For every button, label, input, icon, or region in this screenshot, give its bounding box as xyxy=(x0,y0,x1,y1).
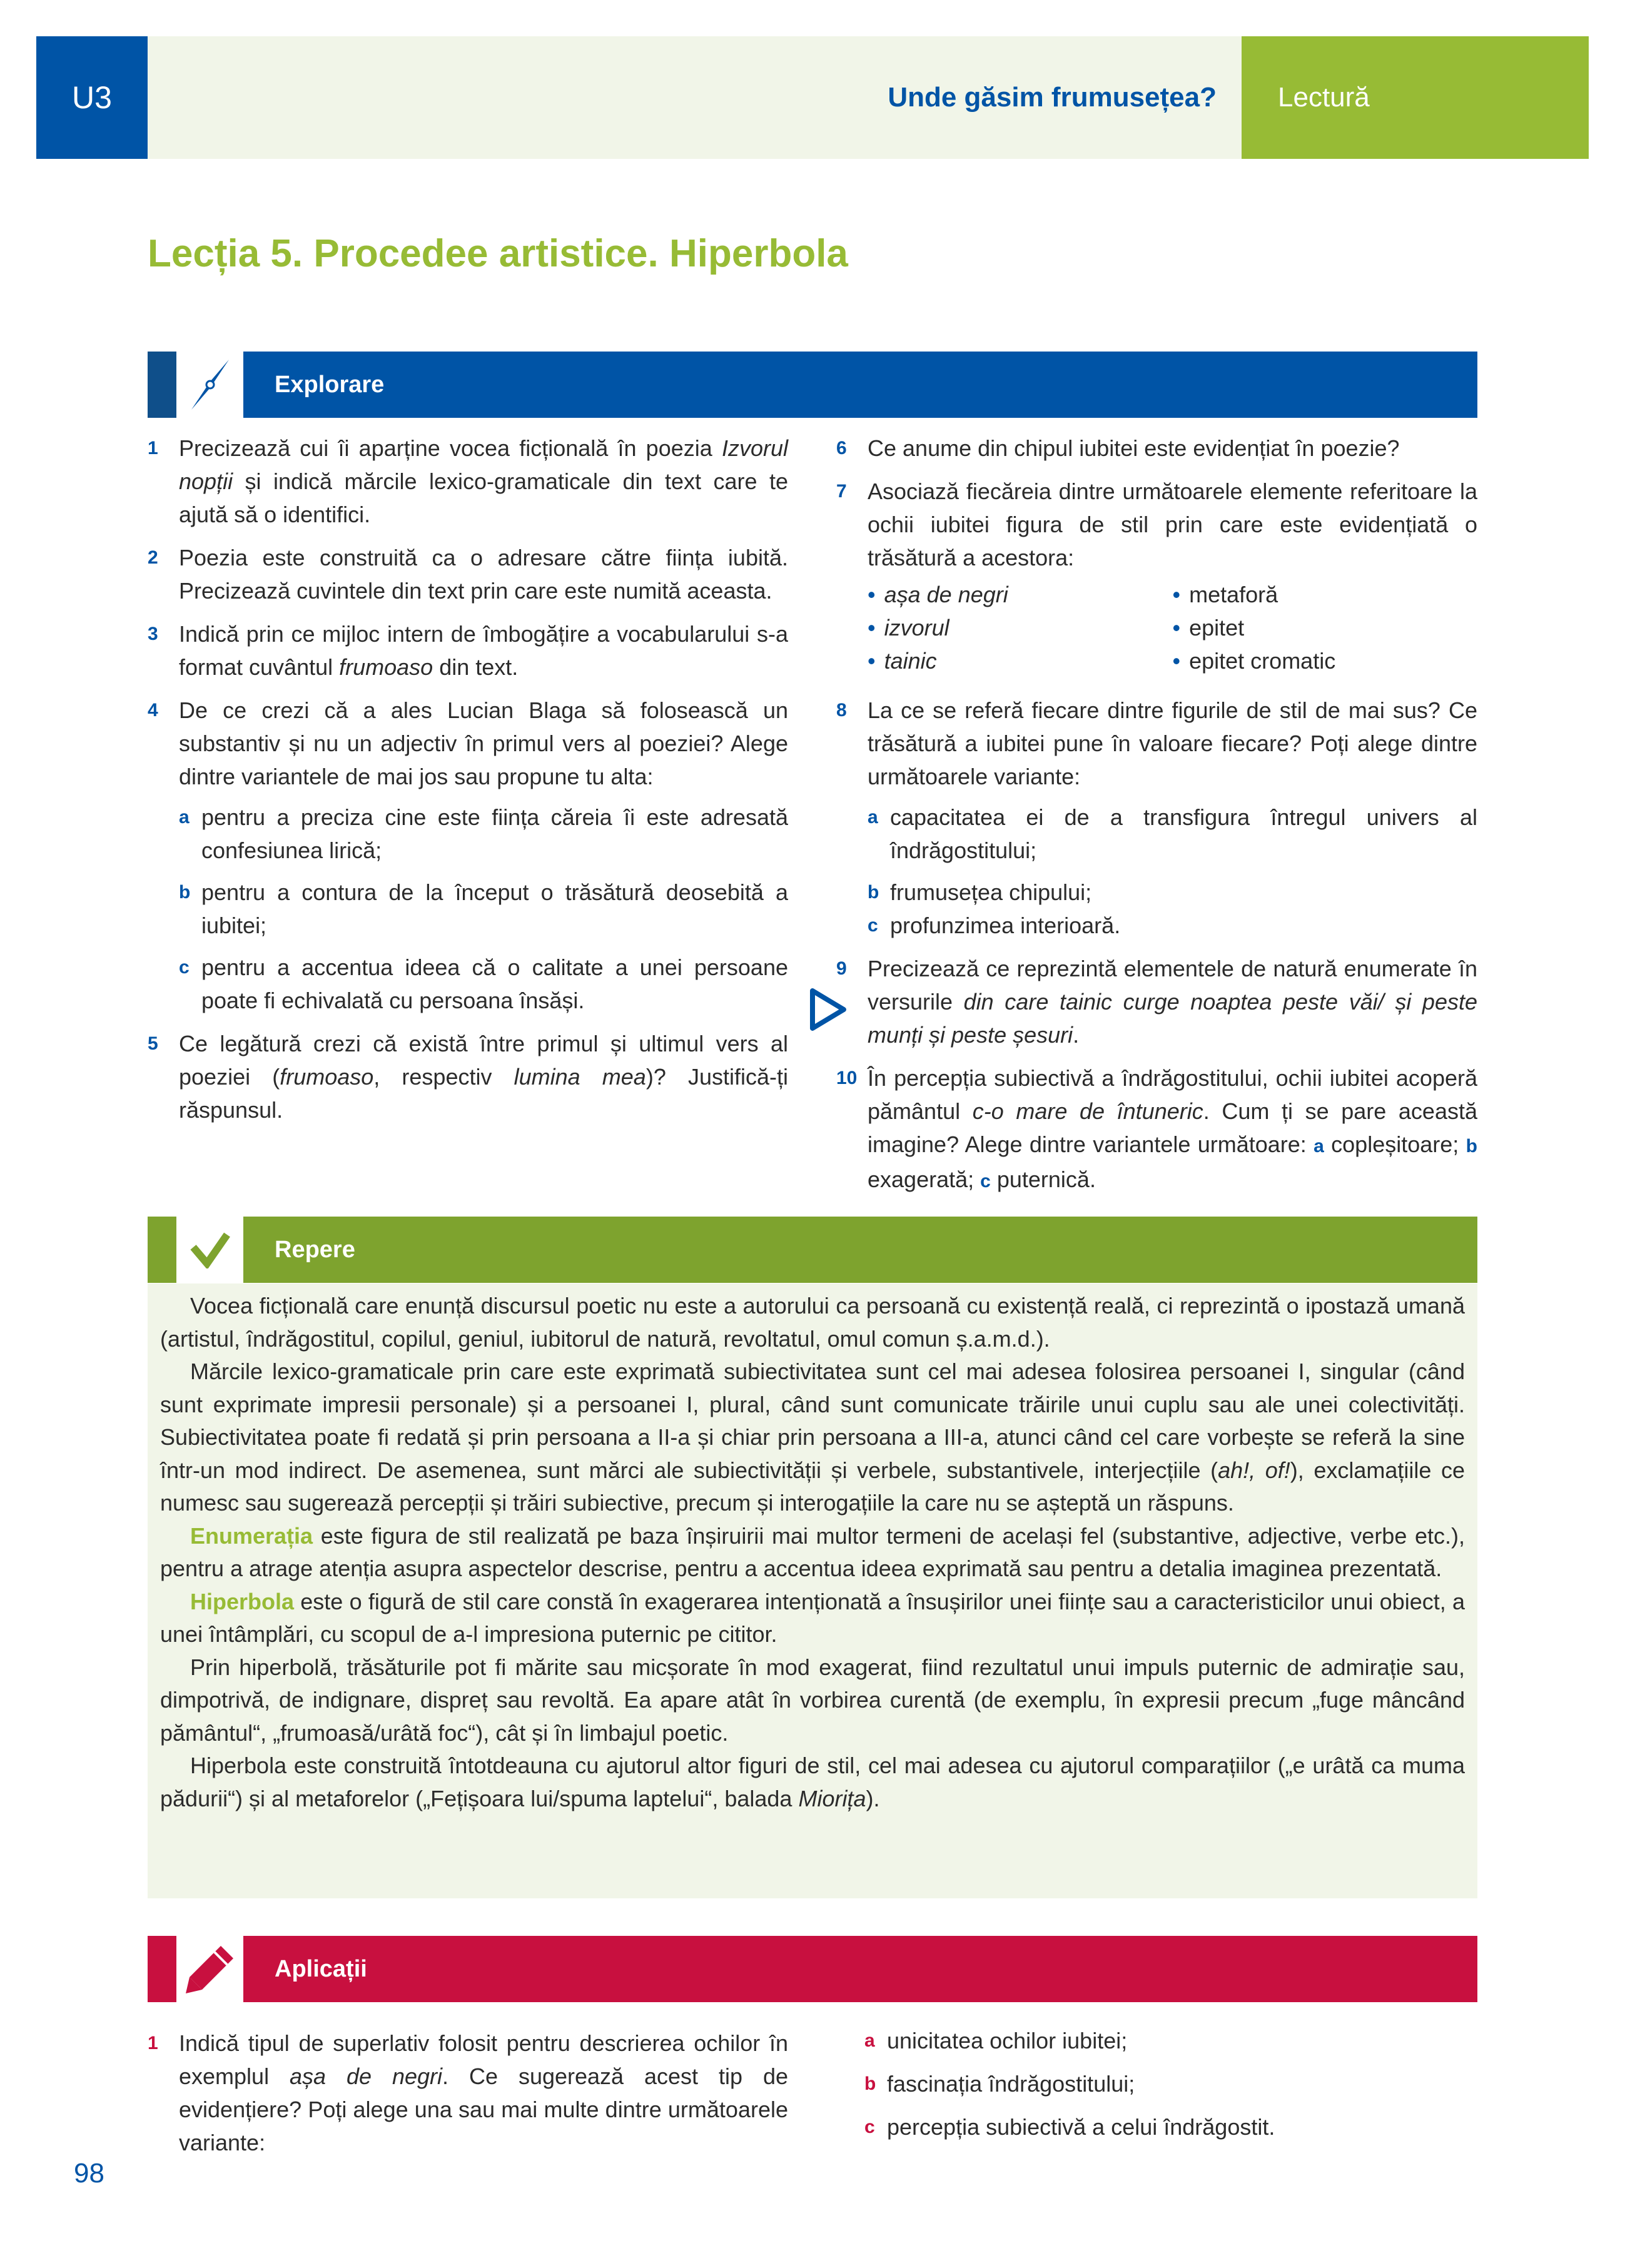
question-text: Poezia este construită ca o adresare către ființa iubită. Precizează cuvintele din text prin care este numită aceasta. xyxy=(179,545,788,604)
text: Hiperbola este construită întotdeauna cu ajutorul altor figuri de stil, cel mai adesea cu ajutorul comparațiilor („e urâtă ca muma pădurii“) și al metaforelor („Fețișoara lui/spuma laptelui“, balada xyxy=(160,1753,1465,1811)
text: ). xyxy=(866,1785,880,1811)
question-item xyxy=(148,617,788,684)
repere-label: Repere xyxy=(243,1217,1477,1283)
list-item xyxy=(1173,644,1478,677)
question-item xyxy=(836,432,1477,465)
bar-strip xyxy=(148,352,176,418)
question-italic: lumina mea xyxy=(514,1064,646,1090)
option-letter: a xyxy=(864,2030,875,2051)
option-letter: b xyxy=(179,882,191,903)
element-text: izvorul xyxy=(884,615,949,640)
question-text: Precizează cui îi aparține vocea ficțională în poezia xyxy=(179,435,722,461)
option-letter: a xyxy=(1314,1136,1324,1157)
question-text: În percepția subiectivă a îndrăgostitului, ochii iubitei acoperă pământul xyxy=(868,1065,1477,1124)
question-text: din text. xyxy=(433,654,519,680)
figures-list xyxy=(1173,578,1478,677)
option-text: pentru a preciza cine este ființa căreia îi este adresată confesiunea lirică; xyxy=(201,804,788,863)
option xyxy=(868,909,1477,942)
option-letter: c xyxy=(868,915,878,936)
question-text: , respectiv xyxy=(373,1064,514,1090)
option-letter: a xyxy=(868,807,878,828)
option xyxy=(179,876,788,942)
keyword: Enumerația xyxy=(190,1522,313,1549)
question-text: )? Justifică-ți răspunsul. xyxy=(179,1064,788,1123)
question-number: 7 xyxy=(836,481,847,502)
explorare-left-column xyxy=(148,432,788,1137)
question-text: Indică tipul de superlativ folosit pentru descrierea ochilor în exemplul xyxy=(179,2030,788,2089)
text: Mărcile lexico-gramaticale prin care este exprimată subiectivitatea sunt cel mai adesea folosirea persoanei I, singular (când sunt exprimate impresii personale) și a persoanei I, plural, când sunt comunicate trăirile unui cuplu sau ale unei colectivități. Subiectivitatea poate fi redată și prin persoana a II-a și chiar prin persoana a III-a, atunci când cel care vorbește se referă la sine într-un mod indirect. De asemenea, sunt mărci ale subiectivității și verbele, substantivele, interjecțiile ( xyxy=(160,1359,1465,1483)
option xyxy=(868,801,1477,867)
page-number: 98 xyxy=(74,2158,104,2189)
question-number: 6 xyxy=(836,438,847,458)
paragraph: Prin hiperbolă, trăsăturile pot fi mărite sau micșorate în mod exagerat, fiind rezultatul unui impuls puternic de admirație sau, dimpotrivă, de indignare, dispreț sau revoltă. Ea apare atât în vorbirea curentă (de exemplu, în expresii precum „fuge mâncând pământul“, „frumoasă/urâtă foc“), cât și în limbajul poetic. xyxy=(160,1654,1465,1746)
option xyxy=(179,951,788,1017)
figure-text: metaforă xyxy=(1189,582,1278,607)
question-text: Ce legătură crezi că există între primul și ultimul vers al poeziei ( xyxy=(179,1031,788,1090)
question-item xyxy=(148,432,788,531)
italic-text: ah!, of! xyxy=(1218,1457,1290,1483)
element-text: așa de negri xyxy=(884,582,1008,607)
question-item xyxy=(148,2027,788,2159)
option-text: percepția subiectivă a celui îndrăgostit. xyxy=(887,2114,1275,2140)
question-text: La ce se referă fiecare dintre figurile de stil de mai sus? Ce trăsătură a iubitei pune în valoare fiecare? Poți alege dintre următoarele variante: xyxy=(868,697,1477,789)
option-text: frumusețea chipului; xyxy=(890,879,1092,905)
text: este o figură de stil care constă în exagerarea intenționată a însușirilor unei ființe sau a caracteristicilor unui obiect, a unei întâmplări, cu scopul de a-l impresiona puternic pe cititor. xyxy=(160,1588,1465,1647)
unit-badge: U3 xyxy=(36,36,148,159)
figure-text: epitet xyxy=(1189,615,1245,640)
question-text: Indică prin ce mijloc intern de îmbogățire a vocabularului s-a format cuvântul xyxy=(179,621,788,680)
question-number: 3 xyxy=(148,624,158,644)
keyword: Hiperbola xyxy=(190,1588,295,1614)
lesson-title: Lecția 5. Procedee artistice. Hiperbola xyxy=(148,232,848,275)
option xyxy=(864,2067,1477,2100)
bar-strip xyxy=(148,1936,176,2002)
list-item xyxy=(868,578,1173,611)
question-text: Asociază fiecăreia dintre următoarele elemente referitoare la ochii iubitei figura de stil prin care este evidențiată o trăsătură a acestora: xyxy=(868,478,1477,570)
question-number: 5 xyxy=(148,1033,158,1054)
option-letter: b xyxy=(868,882,879,903)
question-item xyxy=(148,1027,788,1126)
option-letter: c xyxy=(980,1171,991,1192)
option xyxy=(864,2024,1477,2057)
question-number: 1 xyxy=(148,438,158,458)
repere-header xyxy=(148,1217,1477,1283)
question-text: . Cum ți se pare această imagine? Alege dintre variantele următoare: xyxy=(868,1098,1477,1157)
pencil-icon xyxy=(179,1936,241,2002)
element-text: tainic xyxy=(884,648,937,674)
list-item xyxy=(868,644,1173,677)
option xyxy=(864,2110,1477,2144)
paragraph xyxy=(160,1586,1465,1651)
option-letter: a xyxy=(179,807,190,828)
option xyxy=(179,801,788,867)
aplicatii-left xyxy=(148,2027,788,2169)
paragraph xyxy=(160,1355,1465,1520)
option-letter: c xyxy=(179,957,190,978)
checkmark-icon xyxy=(179,1217,241,1283)
repere-text xyxy=(160,1290,1465,1815)
question-text: Precizează ce reprezintă elementele de natură enumerate în versurile xyxy=(868,956,1477,1015)
question-number: 1 xyxy=(148,2033,158,2053)
matching-lists xyxy=(868,574,1477,684)
option-text: copleșitoare; xyxy=(1331,1131,1459,1157)
question-item xyxy=(836,694,1477,942)
text: este figura de stil realizată pe baza înșiruirii mai multor termeni de același fel (substantive, adjective, verbe etc.), pentru a atrage atenția asupra aspectelor descrise, pentru a accentua ideea exprimată sau pentru a detalia imaginea prezentată. xyxy=(160,1522,1465,1581)
question-italic: c-o mare de întuneric xyxy=(972,1098,1203,1124)
question-number: 2 xyxy=(148,547,158,568)
elements-list xyxy=(868,578,1173,677)
question-italic: așa de negri xyxy=(290,2063,443,2089)
option-letter: b xyxy=(1466,1136,1477,1157)
question-number: 8 xyxy=(836,700,847,721)
list-item xyxy=(1173,578,1478,611)
option-text: exagerată; xyxy=(868,1167,974,1192)
question-italic: frumoaso xyxy=(280,1064,374,1090)
italic-text: Miorița xyxy=(798,1785,866,1811)
list-item xyxy=(1173,611,1478,644)
option-text: pentru a contura de la început o trăsătură deosebită a iubitei; xyxy=(201,879,788,938)
question-number: 9 xyxy=(836,958,847,979)
header-band xyxy=(148,36,1242,159)
option-text: puternică. xyxy=(996,1167,1096,1192)
explorare-label: Explorare xyxy=(243,352,1477,418)
section-label: Lectură xyxy=(1242,36,1589,159)
option-text: pentru a accentua ideea că o calitate a unei persoane poate fi echivalată cu persoana însăși. xyxy=(201,954,788,1013)
question-item xyxy=(148,694,788,1017)
question-item xyxy=(836,952,1477,1051)
option-text: profunzimea interioară. xyxy=(890,913,1121,938)
question-text: și indică mărcile lexico-gramaticale din text care te ajută să o identifici. xyxy=(179,468,788,527)
question-item xyxy=(148,541,788,607)
option-text: capacitatea ei de a transfigura întregul univers al îndrăgostitului; xyxy=(890,804,1477,863)
question-italic: frumoaso xyxy=(339,654,433,680)
question-text: Ce anume din chipul iubitei este evidențiat în poezie? xyxy=(868,435,1400,461)
unit-title: Unde găsim frumusețea? xyxy=(888,82,1217,113)
question-item xyxy=(836,475,1477,684)
question-number: 10 xyxy=(836,1068,858,1088)
question-text: De ce crezi că a ales Lucian Blaga să folosească un substantiv și nu un adjectiv în primul vers al poeziei? Alege dintre variantele de mai jos sau propune tu alta: xyxy=(179,697,788,789)
option xyxy=(868,876,1477,909)
aplicatii-right xyxy=(864,2020,1477,2144)
compass-icon xyxy=(179,352,241,418)
question-text: . Ce sugerează acest tip de evidențiere? Poți alege una sau mai multe dintre următoarele variante: xyxy=(179,2063,789,2155)
question-number: 4 xyxy=(148,700,158,721)
option-text: unicitatea ochilor iubitei; xyxy=(887,2028,1128,2053)
bar-strip xyxy=(148,1217,176,1283)
explorare-header xyxy=(148,352,1477,418)
list-item xyxy=(868,611,1173,644)
aplicatii-header xyxy=(148,1936,1477,2002)
paragraph: Vocea ficțională care enunță discursul poetic nu este a autorului ca persoană cu existență reală, ci reprezintă o ipostază umană (artistul, îndrăgostitul, copilul, geniul, iubitorul de natură, revoltatul, omul comun ș.a.m.d.). xyxy=(160,1293,1465,1352)
figure-text: epitet cromatic xyxy=(1189,648,1336,674)
paragraph xyxy=(160,1520,1465,1586)
text: ), exclamațiile ce numesc sau sugerează percepții și trăiri subiective, precum și interogațiile la care nu se așteptă un răspuns. xyxy=(160,1457,1466,1516)
explorare-right-column xyxy=(836,432,1477,1208)
option-letter: c xyxy=(864,2117,875,2137)
option-letter: b xyxy=(864,2073,876,2094)
question-text: . xyxy=(1073,1022,1080,1048)
paragraph xyxy=(160,1749,1465,1815)
aplicatii-label: Aplicații xyxy=(243,1936,1477,2002)
option-text: fascinația îndrăgostitului; xyxy=(887,2071,1135,2097)
question-italic: Izvorul nopții xyxy=(179,435,788,494)
question-item xyxy=(836,1061,1477,1198)
question-italic: din care tainic curge noaptea peste văi/ și peste munți și peste șesuri xyxy=(868,989,1477,1048)
